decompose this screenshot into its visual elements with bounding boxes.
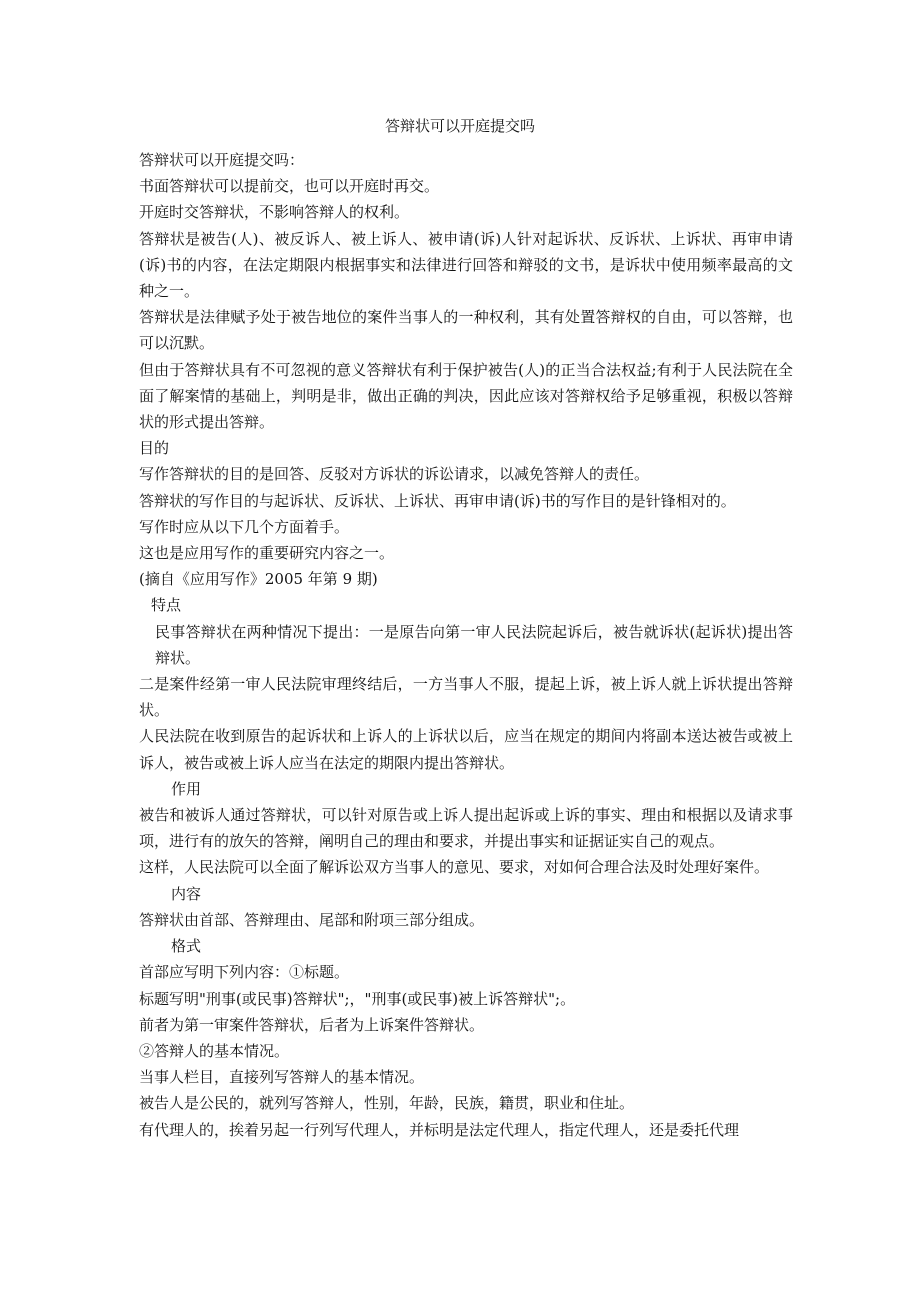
section-heading-function: 作用 [171, 779, 202, 798]
paragraph: 这也是应用写作的重要研究内容之一。 [139, 544, 395, 563]
section-heading-features: 特点 [151, 596, 182, 615]
paragraph: 但由于答辩状具有不可忽视的意义答辩状有利于保护被告(人)的正当合法权益;有利于人民法院在全面了解案情的基础上，判明是非，做出正确的判决，因此应该对答辩权给予足够重视，积极以答辩状的形式提出答辩。 [139, 360, 793, 432]
paragraph: 被告和被诉人通过答辩状，可以针对原告或上诉人提出起诉或上诉的事实、理由和根据以及请求事项，进行有的放矢的答辩，阐明自己的理由和要求，并提出事实和证据证实自己的观点。 [139, 806, 793, 851]
paragraph: 前者为第一审案件答辩状，后者为上诉案件答辩状。 [139, 1015, 485, 1034]
section-heading-content: 内容 [171, 884, 202, 903]
paragraph: 二是案件经第一审人民法院审理终结后，一方当事人不服，提起上诉，被上诉人就上诉状提出答辩状。 [139, 675, 793, 720]
paragraph: 被告人是公民的，就列写答辩人，性别，年龄，民族，籍贯，职业和住址。 [139, 1094, 635, 1113]
paragraph: 首部应写明下列内容：①标题。 [139, 963, 350, 982]
paragraph: 写作时应从以下几个方面着手。 [139, 517, 350, 536]
paragraph: 答辩状由首部、答辩理由、尾部和附项三部分组成。 [139, 910, 485, 929]
paragraph: 标题写明"刑事(或民事)答辩状";，"刑事(或民事)被上诉答辩状";。 [139, 989, 576, 1008]
paragraph: 开庭时交答辩状，不影响答辩人的权利。 [139, 203, 410, 222]
paragraph: 书面答辩状可以提前交，也可以开庭时再交。 [139, 177, 440, 196]
paragraph: 答辩状是法律赋予处于被告地位的案件当事人的一种权利，其有处置答辩权的自由，可以答辩，也可以沉默。 [139, 308, 793, 353]
section-heading-purpose: 目的 [139, 439, 170, 458]
paragraph: ②答辩人的基本情况。 [139, 1041, 290, 1060]
source-citation: (摘自《应用写作》2005 年第 9 期) [139, 570, 378, 589]
paragraph: 答辩状是被告(人)、被反诉人、被上诉人、被申请(诉)人针对起诉状、反诉状、上诉状、再审申请(诉)书的内容，在法定期限内根据事实和法律进行回答和辩驳的文书，是诉状中使用频率最高的文种之一。 [139, 229, 793, 301]
document-body [139, 147, 793, 1143]
document-title: 答辩状可以开庭提交吗 [384, 117, 535, 135]
section-heading-format: 格式 [171, 937, 202, 956]
paragraph: 当事人栏目，直接列写答辩人的基本情况。 [139, 1068, 425, 1087]
paragraph: 写作答辩状的目的是回答、反驳对方诉状的诉讼请求，以减免答辩人的责任。 [139, 465, 650, 484]
paragraph: 答辩状的写作目的与起诉状、反诉状、上诉状、再审申请(诉)书的写作目的是针锋相对的。 [139, 491, 736, 510]
paragraph: 有代理人的，挨着另起一行列写代理人，并标明是法定代理人，指定代理人，还是委托代理 [139, 1120, 740, 1139]
paragraph: 民事答辩状在两种情况下提出：一是原告向第一审人民法院起诉后，被告就诉状(起诉状)提出答辩状。 [155, 622, 793, 667]
paragraph: 答辩状可以开庭提交吗： [139, 151, 305, 169]
paragraph: 人民法院在收到原告的起诉状和上诉人的上诉状以后，应当在规定的期间内将副本送达被告或被上诉人，被告或被上诉人应当在法定的期限内提出答辩状。 [139, 727, 793, 772]
paragraph: 这样，人民法院可以全面了解诉讼双方当事人的意见、要求，对如何合理合法及时处理好案件。 [139, 858, 770, 877]
